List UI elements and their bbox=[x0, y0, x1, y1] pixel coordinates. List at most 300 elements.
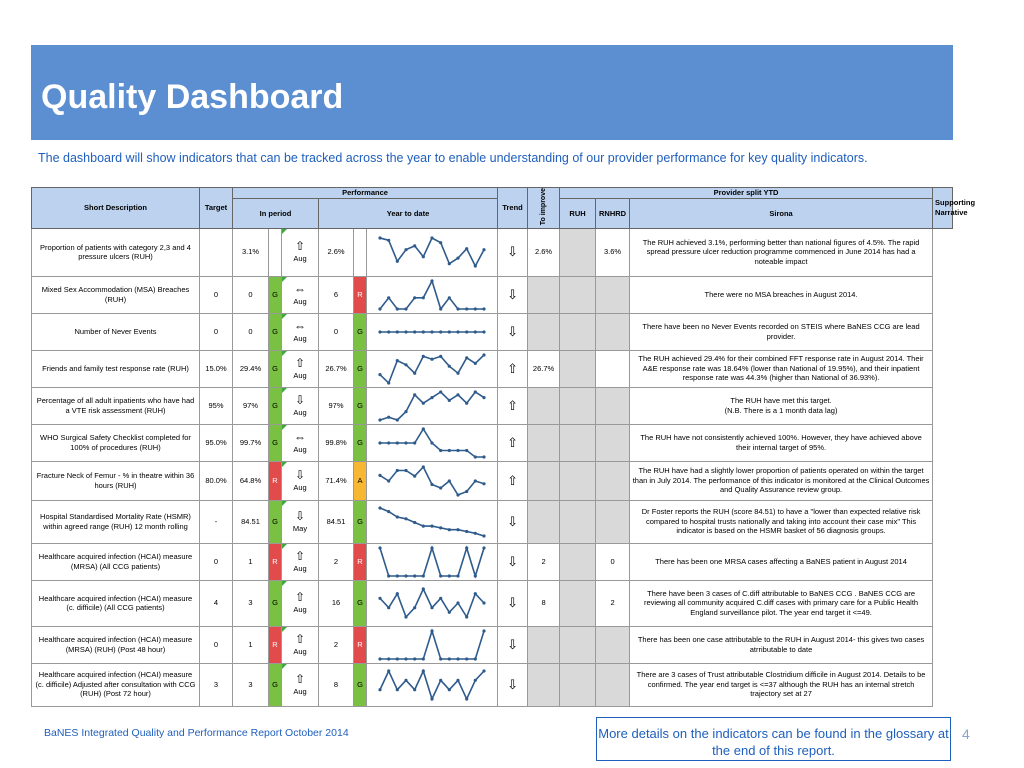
improve-arrow-icon: ⇧ bbox=[507, 360, 518, 376]
trend-point bbox=[456, 657, 459, 660]
split-sirona bbox=[596, 350, 630, 387]
split-rnhrd bbox=[560, 461, 596, 500]
in-period-rag: G bbox=[269, 663, 282, 706]
trend-point bbox=[396, 592, 399, 595]
direction-arrow bbox=[282, 461, 319, 500]
split-rnhrd bbox=[560, 543, 596, 580]
short-description: Hospital Standardised Mortality Rate (HSMR) within agreed range (RUH) 12 month rolling bbox=[32, 500, 200, 543]
trend-point bbox=[474, 330, 477, 333]
trend-point bbox=[465, 401, 468, 404]
trend-sparkline bbox=[367, 543, 498, 580]
direction-arrow bbox=[282, 350, 319, 387]
trend-point bbox=[422, 465, 425, 468]
trend-point bbox=[413, 688, 416, 691]
in-period-rag: G bbox=[269, 387, 282, 424]
table-row bbox=[32, 313, 953, 350]
sparkline bbox=[376, 351, 488, 387]
supporting-narrative: The RUH have not consistently achieved 100%. However, they have achieved above their internal target of 95%. bbox=[630, 424, 933, 461]
direction-arrow bbox=[282, 663, 319, 706]
trend-point bbox=[482, 353, 485, 356]
sparkline bbox=[376, 504, 488, 540]
trend-point bbox=[396, 260, 399, 263]
trend-point bbox=[387, 296, 390, 299]
split-sirona bbox=[596, 424, 630, 461]
trend-point bbox=[456, 493, 459, 496]
improve-arrow-icon: ⇧ bbox=[507, 397, 518, 413]
short-description: Mixed Sex Accommodation (MSA) Breaches (RUH) bbox=[32, 276, 200, 313]
trend-point bbox=[474, 455, 477, 458]
trend-point bbox=[378, 441, 381, 444]
col-performance: Performance bbox=[233, 188, 498, 199]
in-period-rag: G bbox=[269, 276, 282, 313]
quality-dashboard-table bbox=[31, 187, 976, 707]
trend-point bbox=[474, 657, 477, 660]
trend-point bbox=[404, 469, 407, 472]
trend-sparkline bbox=[367, 424, 498, 461]
arrow-icon: ⇩ bbox=[294, 467, 306, 482]
year-to-date-rag: G bbox=[354, 580, 367, 626]
trend-sparkline bbox=[367, 663, 498, 706]
trend-point bbox=[456, 528, 459, 531]
trend-point bbox=[404, 616, 407, 619]
trend-point bbox=[430, 396, 433, 399]
supporting-narrative: There have been no Never Events recorded on STEIS where BaNES CCG are lead provider. bbox=[630, 313, 933, 350]
trend-point bbox=[422, 330, 425, 333]
trend-point bbox=[448, 399, 451, 402]
target-value: 15.0% bbox=[200, 350, 233, 387]
direction-arrow bbox=[282, 500, 319, 543]
table-row bbox=[32, 461, 953, 500]
arrow-icon: ⇔ bbox=[294, 281, 306, 296]
trend-point bbox=[439, 526, 442, 529]
col-short-description: Short Description bbox=[32, 188, 200, 229]
trend-point bbox=[430, 546, 433, 549]
trend-point bbox=[474, 307, 477, 310]
improve-arrow-icon: ⇩ bbox=[507, 636, 518, 652]
year-to-date-rag: G bbox=[354, 663, 367, 706]
trend-point bbox=[448, 296, 451, 299]
to-improve-arrow bbox=[498, 543, 528, 580]
table-row bbox=[32, 424, 953, 461]
to-improve-arrow bbox=[498, 461, 528, 500]
trend-point bbox=[448, 611, 451, 614]
trend-point bbox=[413, 393, 416, 396]
split-ruh: 8 bbox=[528, 580, 560, 626]
in-period-rag: R bbox=[269, 626, 282, 663]
trend-line bbox=[380, 671, 484, 699]
short-description: Proportion of patients with category 2,3 and 4 pressure ulcers (RUH) bbox=[32, 228, 200, 276]
trend-point bbox=[482, 396, 485, 399]
trend-point bbox=[465, 616, 468, 619]
trend-point bbox=[456, 393, 459, 396]
trend-point bbox=[456, 602, 459, 605]
trend-line bbox=[380, 589, 484, 617]
to-improve-arrow bbox=[498, 626, 528, 663]
in-period-value: 99.7% bbox=[233, 424, 269, 461]
trend-point bbox=[404, 363, 407, 366]
split-sirona bbox=[596, 500, 630, 543]
target-value bbox=[200, 228, 233, 276]
table-row bbox=[32, 543, 953, 580]
table-row bbox=[32, 387, 953, 424]
trend-point bbox=[439, 307, 442, 310]
split-rnhrd bbox=[560, 424, 596, 461]
trend-point bbox=[474, 265, 477, 268]
trend-point bbox=[430, 357, 433, 360]
arrow-icon: ⇧ bbox=[294, 631, 306, 646]
trend-point bbox=[413, 606, 416, 609]
trend-point bbox=[396, 441, 399, 444]
trend-point bbox=[404, 574, 407, 577]
arrow-icon: ⇧ bbox=[294, 239, 306, 254]
arrow-icon: ⇧ bbox=[294, 355, 306, 370]
split-ruh bbox=[528, 387, 560, 424]
trend-point bbox=[439, 355, 442, 358]
year-to-date-rag: R bbox=[354, 276, 367, 313]
split-sirona: 3.6% bbox=[596, 228, 630, 276]
comment-marker bbox=[282, 425, 287, 430]
trend-point bbox=[413, 441, 416, 444]
trend-point bbox=[465, 330, 468, 333]
trend-point bbox=[474, 531, 477, 534]
short-description: Healthcare acquired infection (HCAI) measure (MRSA) (All CCG patients) bbox=[32, 543, 200, 580]
split-rnhrd bbox=[560, 663, 596, 706]
in-period-value: 3 bbox=[233, 580, 269, 626]
direction-arrow bbox=[282, 580, 319, 626]
trend-point bbox=[387, 239, 390, 242]
trend-point bbox=[422, 255, 425, 258]
reporting-month: Aug bbox=[293, 563, 307, 573]
table-row bbox=[32, 276, 953, 313]
trend-point bbox=[448, 262, 451, 265]
trend-point bbox=[482, 546, 485, 549]
col-target: Target bbox=[200, 188, 233, 229]
trend-point bbox=[439, 449, 442, 452]
year-to-date-rag: R bbox=[354, 543, 367, 580]
trend-point bbox=[482, 669, 485, 672]
target-value: 0 bbox=[200, 313, 233, 350]
trend-point bbox=[396, 688, 399, 691]
in-period-rag: G bbox=[269, 500, 282, 543]
trend-point bbox=[387, 479, 390, 482]
short-description: Healthcare acquired infection (HCAI) measure (c. difficile) (All CCG patients) bbox=[32, 580, 200, 626]
short-description: Number of Never Events bbox=[32, 313, 200, 350]
arrow-icon: ⇩ bbox=[294, 392, 306, 407]
in-period-value: 3.1% bbox=[233, 228, 269, 276]
target-value: 0 bbox=[200, 543, 233, 580]
to-improve-arrow bbox=[498, 313, 528, 350]
trend-point bbox=[439, 241, 442, 244]
sparkline bbox=[376, 667, 488, 703]
reporting-month: Aug bbox=[293, 254, 307, 264]
trend-point bbox=[378, 418, 381, 421]
improve-arrow-icon: ⇩ bbox=[507, 323, 518, 339]
year-to-date-value: 6 bbox=[319, 276, 354, 313]
trend-point bbox=[413, 474, 416, 477]
short-description: WHO Surgical Safety Checklist completed for 100% of procedures (RUH) bbox=[32, 424, 200, 461]
arrow-icon: ⇔ bbox=[294, 429, 306, 444]
trend-sparkline bbox=[367, 580, 498, 626]
trend-point bbox=[396, 657, 399, 660]
arrow-icon: ⇔ bbox=[294, 318, 306, 333]
improve-arrow-icon: ⇩ bbox=[507, 513, 518, 529]
year-to-date-value: 71.4% bbox=[319, 461, 354, 500]
trend-point bbox=[422, 401, 425, 404]
short-description: Percentage of all adult inpatients who have had a VTE risk assessment (RUH) bbox=[32, 387, 200, 424]
trend-point bbox=[396, 307, 399, 310]
col-trend: Trend bbox=[498, 188, 528, 229]
trend-point bbox=[404, 307, 407, 310]
short-description: Healthcare acquired infection (HCAI) measure (c. difficile) Adjusted after consultation with CCG (RUH) (Post 72 hour) bbox=[32, 663, 200, 706]
arrow-icon: ⇧ bbox=[294, 590, 306, 605]
page-title: Quality Dashboard bbox=[41, 78, 344, 116]
trend-point bbox=[456, 330, 459, 333]
comment-marker bbox=[282, 462, 287, 467]
trend-point bbox=[465, 657, 468, 660]
reporting-month: Aug bbox=[293, 444, 307, 454]
improve-arrow-icon: ⇩ bbox=[507, 676, 518, 692]
improve-arrow-icon: ⇩ bbox=[507, 553, 518, 569]
supporting-narrative: The RUH have had a slightly lower proportion of patients operated on within the target than in July 2014. The performance of this indicator is monitored at the Clinical Outcomes and Quality Assurance review group. bbox=[630, 461, 933, 500]
trend-sparkline bbox=[367, 313, 498, 350]
trend-point bbox=[456, 371, 459, 374]
split-sirona bbox=[596, 313, 630, 350]
trend-point bbox=[387, 606, 390, 609]
page-number: 4 bbox=[962, 726, 970, 742]
short-description: Healthcare acquired infection (HCAI) measure (MRSA) (RUH) (Post 48 hour) bbox=[32, 626, 200, 663]
split-sirona bbox=[596, 387, 630, 424]
supporting-narrative: The RUH achieved 3.1%, performing better than national figures of 4.5%. The rapid spread pressure ulcer reduction programme commenced in June 2014 has had a noteable impact bbox=[630, 228, 933, 276]
to-improve-arrow bbox=[498, 387, 528, 424]
trend-point bbox=[378, 597, 381, 600]
sparkline bbox=[376, 425, 488, 461]
trend-point bbox=[465, 247, 468, 250]
table-row bbox=[32, 580, 953, 626]
year-to-date-value: 26.7% bbox=[319, 350, 354, 387]
trend-point bbox=[465, 546, 468, 549]
target-value: 0 bbox=[200, 276, 233, 313]
in-period-value: 84.51 bbox=[233, 500, 269, 543]
trend-sparkline bbox=[367, 500, 498, 543]
to-improve-arrow bbox=[498, 663, 528, 706]
trend-point bbox=[404, 678, 407, 681]
col-to-improve: To improve bbox=[528, 188, 560, 229]
trend-point bbox=[430, 606, 433, 609]
year-to-date-value: 84.51 bbox=[319, 500, 354, 543]
trend-sparkline bbox=[367, 461, 498, 500]
short-description: Friends and family test response rate (RUH) bbox=[32, 350, 200, 387]
reporting-month: Aug bbox=[293, 482, 307, 492]
trend-point bbox=[448, 479, 451, 482]
trend-point bbox=[482, 330, 485, 333]
trend-sparkline bbox=[367, 626, 498, 663]
split-rnhrd bbox=[560, 228, 596, 276]
reporting-month: Aug bbox=[293, 646, 307, 656]
trend-point bbox=[465, 449, 468, 452]
trend-point bbox=[482, 482, 485, 485]
trend-point bbox=[465, 697, 468, 700]
in-period-rag bbox=[269, 228, 282, 276]
trend-point bbox=[422, 427, 425, 430]
trend-point bbox=[430, 441, 433, 444]
sparkline bbox=[376, 544, 488, 580]
arrow-icon: ⇩ bbox=[294, 508, 306, 523]
trend-point bbox=[396, 469, 399, 472]
year-to-date-value: 2 bbox=[319, 543, 354, 580]
trend-point bbox=[396, 418, 399, 421]
comment-marker bbox=[282, 544, 287, 549]
reporting-month: May bbox=[292, 523, 308, 533]
comment-marker bbox=[282, 501, 287, 506]
sparkline bbox=[376, 627, 488, 663]
trend-line bbox=[380, 281, 484, 309]
split-ruh bbox=[528, 461, 560, 500]
trend-point bbox=[430, 330, 433, 333]
in-period-value: 29.4% bbox=[233, 350, 269, 387]
trend-point bbox=[396, 574, 399, 577]
trend-point bbox=[474, 678, 477, 681]
trend-point bbox=[430, 237, 433, 240]
trend-point bbox=[378, 657, 381, 660]
glossary-note: More details on the indicators can be found in the glossary at the end of this report. bbox=[596, 717, 951, 761]
in-period-value: 0 bbox=[233, 313, 269, 350]
split-ruh: 2 bbox=[528, 543, 560, 580]
trend-point bbox=[456, 257, 459, 260]
trend-sparkline bbox=[367, 350, 498, 387]
trend-point bbox=[448, 449, 451, 452]
trend-point bbox=[430, 629, 433, 632]
trend-point bbox=[439, 330, 442, 333]
comment-marker bbox=[282, 581, 287, 586]
trend-point bbox=[474, 592, 477, 595]
split-ruh: 26.7% bbox=[528, 350, 560, 387]
year-to-date-value: 97% bbox=[319, 387, 354, 424]
reporting-month: Aug bbox=[293, 407, 307, 417]
split-rnhrd bbox=[560, 387, 596, 424]
trend-point bbox=[413, 657, 416, 660]
trend-point bbox=[465, 356, 468, 359]
to-improve-arrow bbox=[498, 580, 528, 626]
split-sirona bbox=[596, 461, 630, 500]
target-value: 80.0% bbox=[200, 461, 233, 500]
trend-point bbox=[465, 530, 468, 533]
supporting-narrative: The RUH achieved 29.4% for their combined FFT response rate in August 2014. Their A&E response rate was 18.64% (lower than National of 19.95%), and their inpatient response rate was 44.3% (higher than National of 36.93%). bbox=[630, 350, 933, 387]
sparkline bbox=[376, 314, 488, 350]
trend-point bbox=[482, 534, 485, 537]
to-improve-arrow bbox=[498, 500, 528, 543]
trend-point bbox=[448, 574, 451, 577]
trend-point bbox=[422, 669, 425, 672]
split-ruh bbox=[528, 626, 560, 663]
trend-point bbox=[378, 330, 381, 333]
trend-point bbox=[422, 296, 425, 299]
sparkline bbox=[376, 585, 488, 621]
split-ruh bbox=[528, 663, 560, 706]
year-to-date-rag: A bbox=[354, 461, 367, 500]
trend-point bbox=[396, 515, 399, 518]
trend-point bbox=[378, 474, 381, 477]
in-period-rag: R bbox=[269, 543, 282, 580]
trend-point bbox=[378, 688, 381, 691]
trend-point bbox=[404, 657, 407, 660]
target-value: 0 bbox=[200, 626, 233, 663]
trend-point bbox=[413, 371, 416, 374]
improve-arrow-icon: ⇩ bbox=[507, 244, 518, 260]
year-to-date-rag: G bbox=[354, 313, 367, 350]
trend-point bbox=[456, 574, 459, 577]
trend-point bbox=[448, 364, 451, 367]
trend-point bbox=[396, 330, 399, 333]
split-sirona bbox=[596, 276, 630, 313]
supporting-narrative: The RUH have met this target. (N.B. There is a 1 month data lag) bbox=[630, 387, 933, 424]
trend-point bbox=[430, 483, 433, 486]
to-improve-arrow bbox=[498, 350, 528, 387]
intro-text: The dashboard will show indicators that can be tracked across the year to enable understanding of our provider performance for key quality indicators. bbox=[38, 151, 868, 165]
trend-point bbox=[387, 510, 390, 513]
trend-point bbox=[422, 355, 425, 358]
supporting-narrative: Dr Foster reports the RUH (score 84.51) to have a "lower than expected relative risk compared to hospital trusts nationally and taking into account their case mix" This indicator is based on the HSMR basket of 56 diagnosis groups. bbox=[630, 500, 933, 543]
reporting-month: Aug bbox=[293, 686, 307, 696]
year-to-date-value: 99.8% bbox=[319, 424, 354, 461]
trend-point bbox=[378, 506, 381, 509]
supporting-narrative: There are 3 cases of Trust attributable Clostridium difficile in August 2014. Details to be confirmed. The year end target is <=37 although the RUH has an internal stretch trajectory set at 27 bbox=[630, 663, 933, 706]
in-period-value: 1 bbox=[233, 543, 269, 580]
trend-point bbox=[465, 307, 468, 310]
to-improve-arrow bbox=[498, 424, 528, 461]
in-period-value: 0 bbox=[233, 276, 269, 313]
split-ruh bbox=[528, 276, 560, 313]
trend-line bbox=[380, 238, 484, 266]
trend-point bbox=[482, 248, 485, 251]
trend-point bbox=[404, 248, 407, 251]
comment-marker bbox=[282, 664, 287, 669]
col-in-period: In period bbox=[233, 199, 319, 229]
year-to-date-rag: R bbox=[354, 626, 367, 663]
trend-point bbox=[387, 381, 390, 384]
trend-point bbox=[422, 574, 425, 577]
comment-marker bbox=[282, 627, 287, 632]
in-period-rag: G bbox=[269, 313, 282, 350]
trend-point bbox=[482, 629, 485, 632]
trend-point bbox=[439, 486, 442, 489]
year-to-date-rag: G bbox=[354, 387, 367, 424]
in-period-rag: R bbox=[269, 461, 282, 500]
table-row bbox=[32, 228, 953, 276]
reporting-month: Aug bbox=[293, 605, 307, 615]
supporting-narrative: There were no MSA breaches in August 2014. bbox=[630, 276, 933, 313]
direction-arrow bbox=[282, 543, 319, 580]
trend-point bbox=[378, 373, 381, 376]
trend-sparkline bbox=[367, 276, 498, 313]
reporting-month: Aug bbox=[293, 333, 307, 343]
trend-point bbox=[387, 330, 390, 333]
split-rnhrd bbox=[560, 500, 596, 543]
trend-point bbox=[474, 574, 477, 577]
table-row bbox=[32, 350, 953, 387]
trend-line bbox=[380, 467, 484, 495]
split-rnhrd bbox=[560, 276, 596, 313]
year-to-date-rag bbox=[354, 228, 367, 276]
comment-marker bbox=[282, 229, 287, 234]
col-supporting-narrative: Supporting Narrative bbox=[933, 188, 953, 229]
col-ruh: RUH bbox=[560, 199, 596, 229]
direction-arrow bbox=[282, 626, 319, 663]
trend-point bbox=[396, 359, 399, 362]
sparkline bbox=[376, 388, 488, 424]
comment-marker bbox=[282, 314, 287, 319]
trend-point bbox=[413, 521, 416, 524]
col-sirona: Sirona bbox=[630, 199, 933, 229]
